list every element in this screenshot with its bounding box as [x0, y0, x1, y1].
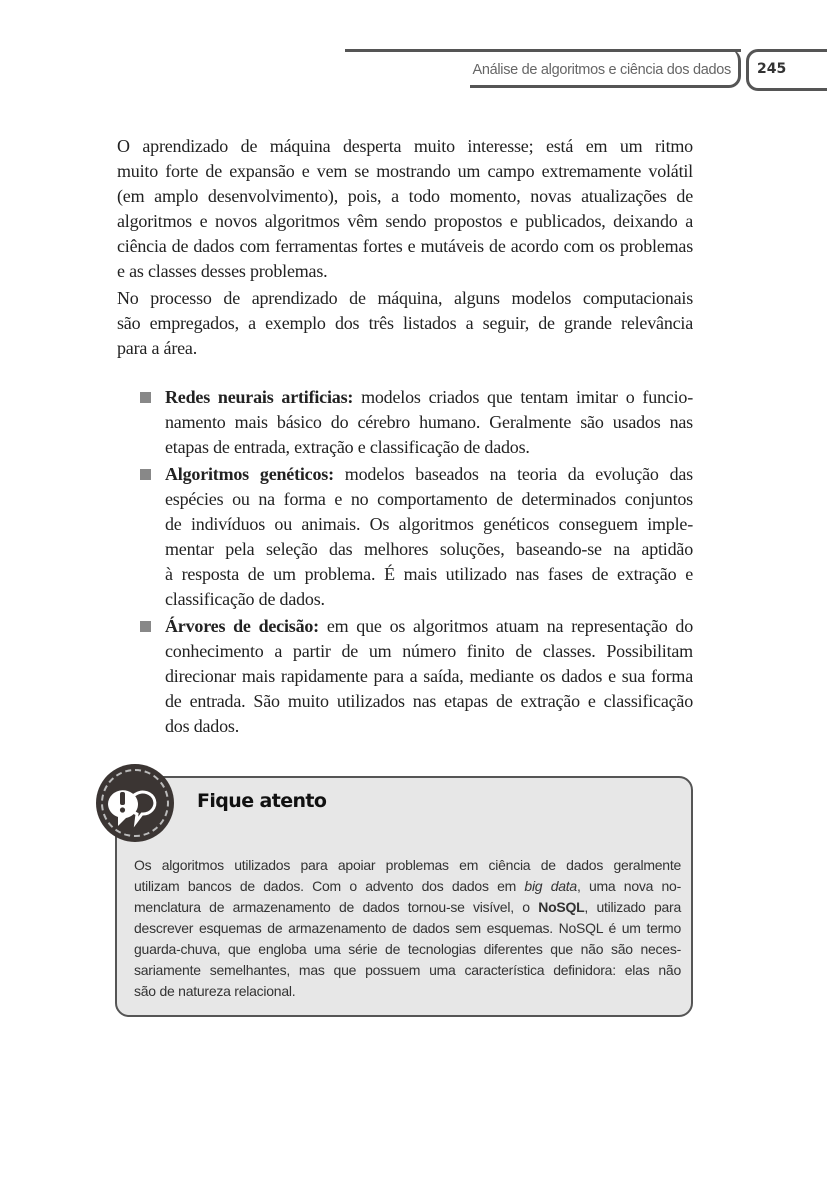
text-segment: namento mais básico do cérebro humano. Geralmente são usados nas: [165, 412, 693, 432]
text-line: [165, 714, 693, 739]
paragraph-1: [117, 134, 693, 284]
text-segment: dos dados.: [165, 716, 239, 736]
text-line: [165, 462, 693, 487]
bullet-square-icon: [140, 469, 151, 480]
text-line: [134, 918, 681, 939]
text-segment: O aprendizado de máquina desperta muito interesse; está em um ritmo: [117, 136, 693, 156]
text-segment: são de natureza relacional.: [134, 983, 296, 999]
text-line: [165, 487, 693, 512]
text-line: [117, 184, 693, 209]
paragraph-2: [117, 286, 693, 361]
text-segment: conhecimento a partir de um número finito de classes. Possibilitam: [165, 641, 693, 661]
bullet-item-neural-networks: [165, 385, 693, 460]
page-number: 245: [757, 61, 787, 77]
text-segment: modelos baseados na teoria da evolução das: [333, 464, 693, 484]
running-header-title: Análise de algoritmos e ciência dos dados: [472, 62, 731, 78]
text-segment: para a área.: [117, 338, 198, 358]
text-segment: classificação de dados.: [165, 589, 325, 609]
text-segment: em que os algoritmos atuam na representação do: [318, 616, 693, 636]
text-segment: etapas de entrada, extração e classificação de dados.: [165, 437, 530, 457]
text-line: [134, 960, 681, 981]
text-segment: (em amplo desenvolvimento), pois, a todo momento, novas atualizações de: [117, 186, 693, 206]
text-segment: são empregados, a exemplo dos três listados a seguir, de grande relevância: [117, 313, 693, 333]
text-segment: Os algoritmos utilizados para apoiar problemas em ciência de dados geralmente: [134, 857, 681, 873]
text-line: [134, 897, 681, 918]
text-line: [165, 689, 693, 714]
text-line: [134, 876, 681, 897]
text-segment: utilizam bancos de dados. Com o advento dos dados em: [134, 878, 525, 894]
text-segment: algoritmos e novos algoritmos vêm sendo propostos e publicados, deixando a: [117, 211, 693, 231]
text-line: [165, 385, 693, 410]
text-line: [117, 209, 693, 234]
text-segment: mentar pela seleção das melhores soluções, baseando-se na aptidão: [165, 539, 693, 559]
speech-bubbles-exclamation-icon: [96, 764, 174, 842]
text-line: [134, 855, 681, 876]
text-line: [117, 259, 693, 284]
bullet-item-decision-trees: [165, 614, 693, 739]
text-line: [117, 159, 693, 184]
text-segment: de entrada. São muito utilizados nas etapas de extração e classificação: [165, 691, 693, 711]
text-segment: de indivíduos ou animais. Os algoritmos genéticos conseguem imple-: [165, 514, 693, 534]
text-segment: menclatura de armazenamento de dados tornou-se visível, o: [134, 899, 539, 915]
text-line: [165, 410, 693, 435]
text-line: [117, 134, 693, 159]
text-line: [165, 562, 693, 587]
text-segment: No processo de aprendizado de máquina, alguns modelos computacionais: [117, 288, 693, 308]
text-line: [165, 587, 693, 612]
callout-title: Fique atento: [197, 790, 327, 812]
text-line: [165, 639, 693, 664]
callout-text: [134, 855, 681, 1002]
text-segment: , uma nova no-: [576, 878, 682, 894]
text-line: [117, 234, 693, 259]
text-segment: à resposta de um problema. É mais utilizado nas fases de extração e: [165, 564, 693, 584]
text-line: [134, 981, 681, 1002]
text-segment: muito forte de expansão e vem se mostrando um campo extremamente volátil: [117, 161, 693, 181]
text-segment: descrever esquemas de armazenamento de dados sem esquemas. NoSQL é um termo: [134, 920, 681, 936]
text-line: [134, 939, 681, 960]
text-segment: e as classes desses problemas.: [117, 261, 328, 281]
text-segment: , utilizado para: [584, 899, 681, 915]
bullet-item-genetic-algorithms: [165, 462, 693, 612]
bold-term: NoSQL: [538, 899, 585, 915]
text-line: [165, 537, 693, 562]
text-line: [117, 336, 693, 361]
italic-term: big data: [524, 878, 577, 894]
bold-term: Algoritmos genéticos:: [165, 464, 334, 484]
bold-term: Redes neurais artificias:: [165, 387, 354, 407]
text-segment: sariamente semelhantes, mas que possuem uma característica definidora: elas não: [134, 962, 681, 978]
bold-term: Árvores de decisão:: [165, 616, 319, 636]
bullet-square-icon: [140, 392, 151, 403]
text-line: [165, 435, 693, 460]
text-segment: espécies ou na forma e no comportamento de determinados conjuntos: [165, 489, 693, 509]
bullet-square-icon: [140, 621, 151, 632]
text-line: [117, 286, 693, 311]
text-line: [165, 664, 693, 689]
text-segment: direcionar mais rapidamente para a saída, mediante os dados e sua forma: [165, 666, 693, 686]
text-segment: guarda-chuva, que engloba uma série de tecnologias diferentes que não são neces-: [134, 941, 681, 957]
text-line: [165, 614, 693, 639]
text-line: [117, 311, 693, 336]
text-segment: modelos criados que tentam imitar o funcio-: [353, 387, 693, 407]
text-segment: ciência de dados com ferramentas fortes e mutáveis de acordo com os problemas: [117, 236, 693, 256]
text-line: [165, 512, 693, 537]
